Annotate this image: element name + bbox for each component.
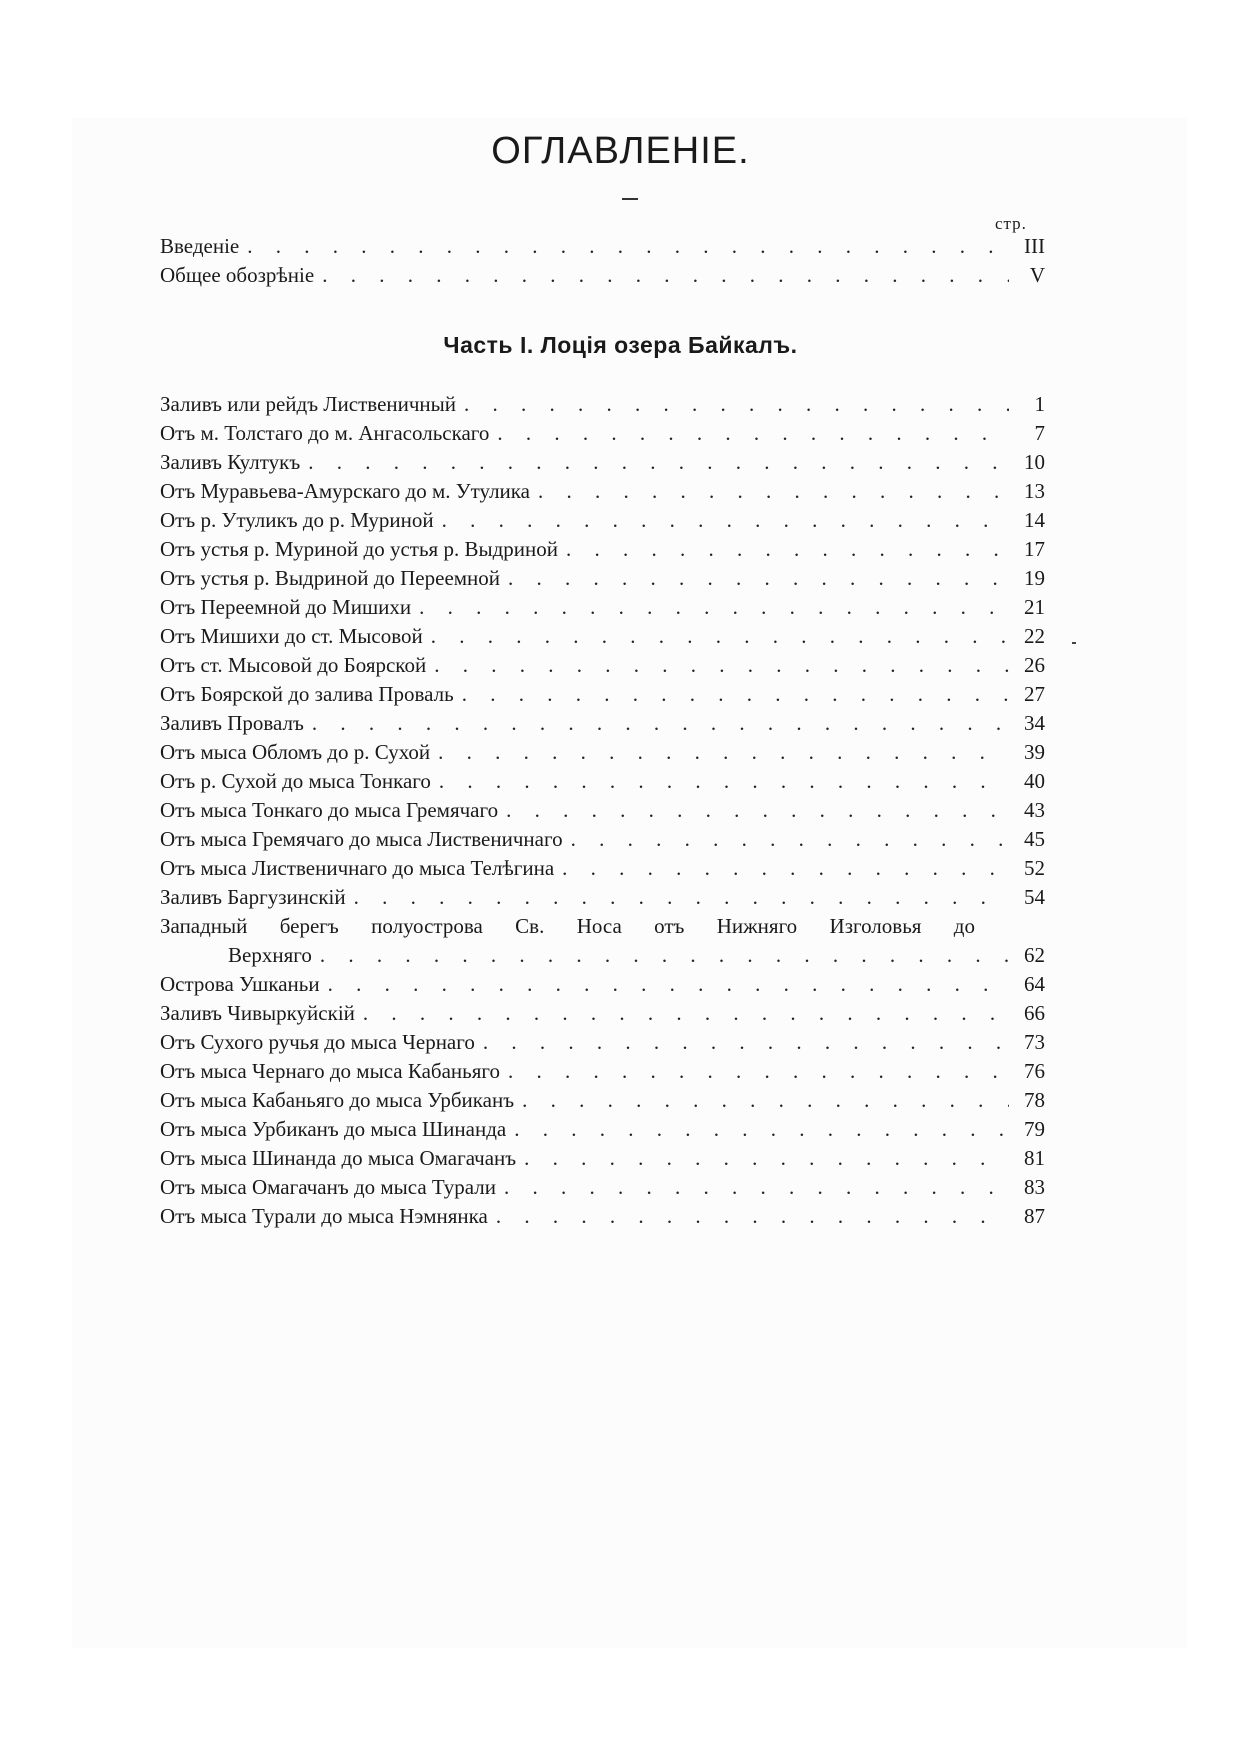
part-heading: Часть I. Лоція озера Байкалъ. <box>443 332 798 358</box>
toc-entry-page: 1 <box>1034 392 1045 416</box>
toc-entry-label: Отъ Переемной до Мишихи <box>160 595 412 619</box>
toc-entry-label: Заливъ Култукъ <box>160 450 301 474</box>
dot-leader <box>320 941 1009 970</box>
toc-entry-label: Введеніе <box>160 234 240 258</box>
toc-entry-label: Отъ мыса Турали до мыса Нэмнянка <box>160 1204 488 1228</box>
toc-entry <box>160 825 1045 854</box>
toc-entry <box>160 796 1045 825</box>
toc-entry-label: Отъ мыса Шинанда до мыса Омагачанъ <box>160 1146 517 1170</box>
toc-entry-page: 22 <box>1024 624 1045 648</box>
toc-entry-label-line-1: Западный берегъ полуострова Св. Носа отъ Нижняго Изголовья до <box>160 914 975 938</box>
toc-entry-multiline <box>160 912 1045 970</box>
dot-leader <box>566 535 1009 564</box>
toc-entry-label: Отъ Мишихи до ст. Мысовой <box>160 624 423 648</box>
toc-entry-page: 62 <box>1024 943 1045 967</box>
toc-entry <box>160 1028 1045 1057</box>
toc-entry-page: 66 <box>1024 1001 1045 1025</box>
dot-leader <box>524 1144 1009 1173</box>
dot-leader <box>328 970 1009 999</box>
toc-entry-page: 52 <box>1024 856 1045 880</box>
toc-entry-page: 64 <box>1024 972 1045 996</box>
dot-leader <box>514 1115 1009 1144</box>
toc-entry <box>160 941 1045 970</box>
toc-entry-page: 81 <box>1024 1146 1045 1170</box>
toc-entry-page: 45 <box>1024 827 1045 851</box>
toc-entry-page: 21 <box>1024 595 1045 619</box>
toc-entry <box>160 448 1045 477</box>
toc-entry <box>160 1202 1045 1231</box>
dot-leader <box>247 232 1009 261</box>
toc-entry-page: 34 <box>1024 711 1045 735</box>
toc-entry-page: 7 <box>1034 421 1045 445</box>
dot-leader <box>363 999 1009 1028</box>
toc-entry-label: Отъ р. Сухой до мыса Тонкаго <box>160 769 431 793</box>
dot-leader <box>483 1028 1009 1057</box>
dot-leader <box>562 854 1009 883</box>
toc-entry-page: 83 <box>1024 1175 1045 1199</box>
toc-entry-label: Отъ ст. Мысовой до Боярской <box>160 653 427 677</box>
toc-entry-page: 76 <box>1024 1059 1045 1083</box>
main-toc <box>160 390 1045 1231</box>
toc-entry-page: 73 <box>1024 1030 1045 1054</box>
toc-entry-label: Отъ мыса Обломъ до р. Сухой <box>160 740 431 764</box>
toc-entry-page: 26 <box>1024 653 1045 677</box>
toc-entry-label: Общее обозрѣніе <box>160 263 315 287</box>
toc-entry-label: Заливъ Баргузинскій <box>160 885 346 909</box>
toc-entry-label: Отъ мыса Гремячаго до мыса Лиственичнаго <box>160 827 563 851</box>
toc-entry-label: Отъ Сухого ручья до мыса Чернаго <box>160 1030 475 1054</box>
toc-entry <box>160 1057 1045 1086</box>
title-rule <box>622 198 638 200</box>
toc-entry-page: 54 <box>1024 885 1045 909</box>
page-title: ОГЛАВЛЕНІЕ. <box>491 130 750 172</box>
toc-entry <box>160 651 1045 680</box>
toc-entry-label: Заливъ или рейдъ Лиственичный <box>160 392 457 416</box>
toc-entry-page: III <box>1024 234 1045 258</box>
dot-leader <box>506 796 1009 825</box>
toc-entry <box>160 767 1045 796</box>
toc-entry <box>160 390 1045 419</box>
toc-entry <box>160 232 1045 261</box>
dot-leader <box>508 1057 1009 1086</box>
toc-entry <box>160 738 1045 767</box>
dot-leader <box>464 390 1009 419</box>
dot-leader <box>504 1173 1009 1202</box>
intro-toc <box>160 232 1045 290</box>
toc-entry-label: Отъ мыса Тонкаго до мыса Гремячаго <box>160 798 499 822</box>
dot-leader <box>439 767 1009 796</box>
toc-entry-label: Отъ мыса Кабаньяго до мыса Урбиканъ <box>160 1088 515 1112</box>
dot-leader <box>508 564 1009 593</box>
toc-entry <box>160 261 1045 290</box>
toc-entry <box>160 970 1045 999</box>
toc-entry-page: V <box>1029 263 1045 287</box>
toc-entry-label-line-2: Верхняго <box>228 943 312 967</box>
toc-entry-label: Отъ м. Толстаго до м. Ангасольскаго <box>160 421 490 445</box>
toc-entry-label: Отъ устья р. Муриной до устья р. Выдриной <box>160 537 558 561</box>
toc-entry-page: 14 <box>1024 508 1045 532</box>
toc-entry <box>160 709 1045 738</box>
dot-leader <box>496 1202 1009 1231</box>
toc-entry <box>160 1144 1045 1173</box>
toc-entry-page: 19 <box>1024 566 1045 590</box>
toc-entry-page: 43 <box>1024 798 1045 822</box>
dot-leader <box>571 825 1009 854</box>
toc-entry <box>160 477 1045 506</box>
toc-entry-label: Отъ мыса Лиственичнаго до мыса Телѣгина <box>160 856 555 880</box>
toc-entry <box>160 854 1045 883</box>
toc-entry <box>160 1173 1045 1202</box>
toc-entry-page: 13 <box>1024 479 1045 503</box>
toc-entry-page: 78 <box>1024 1088 1045 1112</box>
dot-leader <box>308 448 1009 477</box>
dot-leader <box>434 651 1009 680</box>
toc-entry-label: Заливъ Провалъ <box>160 711 304 735</box>
dot-leader <box>312 709 1009 738</box>
toc-entry-label: Отъ Боярской до залива Проваль <box>160 682 454 706</box>
toc-entry-label: Отъ устья р. Выдриной до Переемной <box>160 566 501 590</box>
toc-entry <box>160 593 1045 622</box>
toc-entry-page: 27 <box>1024 682 1045 706</box>
toc-entry <box>160 1086 1045 1115</box>
toc-entry-label: Отъ мыса Урбиканъ до мыса Шинанда <box>160 1117 507 1141</box>
dot-leader <box>497 419 1009 448</box>
toc-entry <box>160 564 1045 593</box>
toc-entry <box>160 883 1045 912</box>
dot-leader <box>419 593 1009 622</box>
toc-entry-label: Отъ мыса Омагачанъ до мыса Турали <box>160 1175 496 1199</box>
toc-entry-page: 40 <box>1024 769 1045 793</box>
page-column-header: стр. <box>995 214 1027 233</box>
dot-leader <box>462 680 1009 709</box>
toc-entry-page: 87 <box>1024 1204 1045 1228</box>
toc-entry-label: Отъ р. Утуликъ до р. Муриной <box>160 508 434 532</box>
dot-leader <box>442 506 1009 535</box>
toc-entry-page: 10 <box>1024 450 1045 474</box>
toc-entry <box>160 506 1045 535</box>
toc-entry <box>160 419 1045 448</box>
scan-speck <box>1072 642 1076 644</box>
toc-entry-label: Острова Ушканьи <box>160 972 320 996</box>
toc-entry <box>160 622 1045 651</box>
toc-entry <box>160 680 1045 709</box>
toc-entry-label: Отъ мыса Чернаго до мыса Кабаньяго <box>160 1059 500 1083</box>
toc-entry-label: Заливъ Чивыркуйскій <box>160 1001 355 1025</box>
toc-entry <box>160 1115 1045 1144</box>
toc-entry-page: 39 <box>1024 740 1045 764</box>
toc-entry-label: Отъ Муравьева-Амурскаго до м. Утулика <box>160 479 531 503</box>
dot-leader <box>354 883 1009 912</box>
dot-leader <box>538 477 1009 506</box>
dot-leader <box>322 261 1009 290</box>
dot-leader <box>522 1086 1009 1115</box>
dot-leader <box>431 622 1009 651</box>
toc-entry-page: 17 <box>1024 537 1045 561</box>
toc-entry <box>160 999 1045 1028</box>
toc-entry-page: 79 <box>1024 1117 1045 1141</box>
toc-entry <box>160 535 1045 564</box>
dot-leader <box>438 738 1009 767</box>
